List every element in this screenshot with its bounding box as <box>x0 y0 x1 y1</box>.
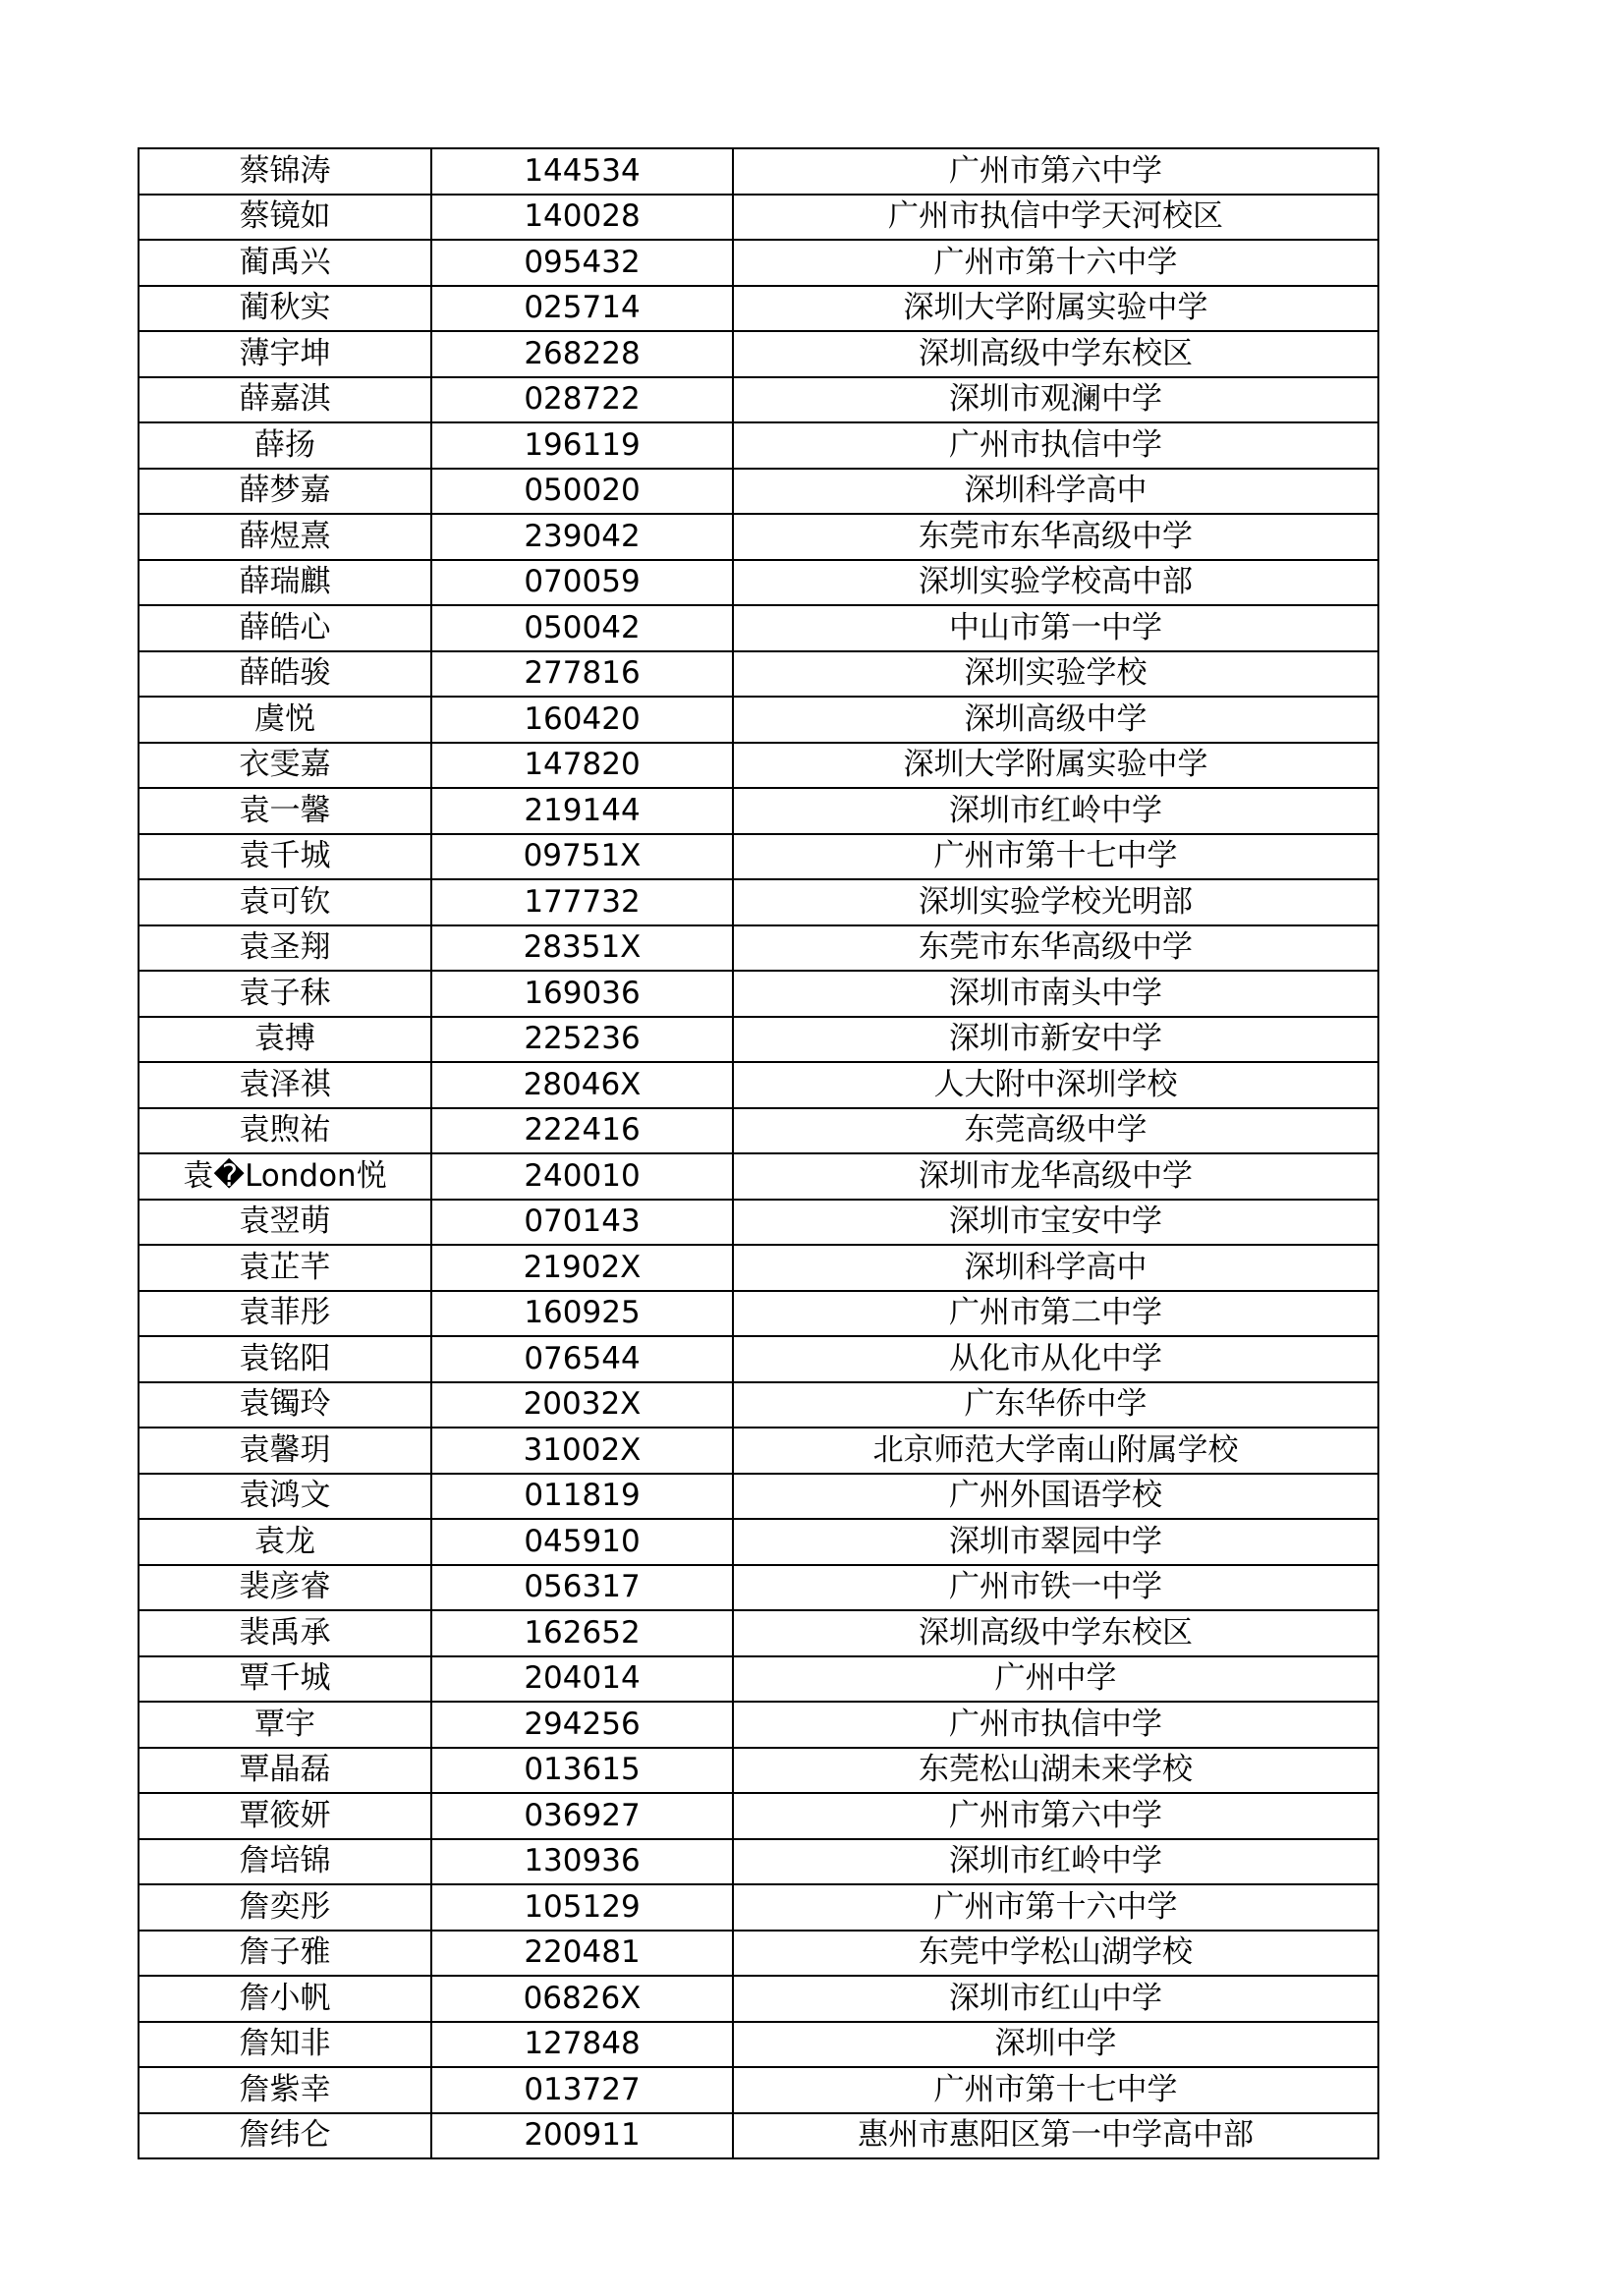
school-name-cell: 广州市第十七中学 <box>733 834 1378 880</box>
student-id-cell: 21902X <box>431 1245 733 1291</box>
student-name-cell: 薛瑞麒 <box>139 560 431 606</box>
student-name-cell: 袁子秣 <box>139 971 431 1017</box>
student-id-cell: 013727 <box>431 2067 733 2113</box>
table-row <box>139 834 1378 880</box>
student-id-cell: 222416 <box>431 1108 733 1154</box>
table-row <box>139 240 1378 286</box>
school-name-cell: 惠州市惠阳区第一中学高中部 <box>733 2113 1378 2159</box>
student-id-cell: 28046X <box>431 1062 733 1108</box>
school-name-cell: 广州市第十六中学 <box>733 1884 1378 1931</box>
student-name-cell: 袁可钦 <box>139 879 431 925</box>
table-row <box>139 1200 1378 1246</box>
student-id-cell: 169036 <box>431 971 733 1017</box>
student-id-cell: 225236 <box>431 1017 733 1063</box>
student-name-cell: 袁芷芊 <box>139 1245 431 1291</box>
school-name-cell: 深圳市红岭中学 <box>733 1839 1378 1885</box>
student-id-cell: 219144 <box>431 788 733 834</box>
school-name-cell: 深圳高级中学东校区 <box>733 1610 1378 1656</box>
student-id-cell: 127848 <box>431 2022 733 2068</box>
school-name-cell: 广州市第二中学 <box>733 1291 1378 1337</box>
table-row <box>139 195 1378 241</box>
table-row <box>139 514 1378 560</box>
student-name-cell: 薛扬 <box>139 422 431 469</box>
table-row <box>139 1474 1378 1520</box>
school-name-cell: 深圳实验学校光明部 <box>733 879 1378 925</box>
student-name-cell: 覃宇 <box>139 1702 431 1748</box>
student-id-cell: 144534 <box>431 148 733 195</box>
roster-table <box>138 147 1379 2159</box>
student-id-cell: 28351X <box>431 925 733 972</box>
school-name-cell: 深圳高级中学 <box>733 697 1378 743</box>
student-id-cell: 140028 <box>431 195 733 241</box>
school-name-cell: 深圳高级中学东校区 <box>733 331 1378 377</box>
student-name-cell: 覃晶磊 <box>139 1748 431 1794</box>
student-id-cell: 09751X <box>431 834 733 880</box>
table-row <box>139 1291 1378 1337</box>
student-id-cell: 20032X <box>431 1382 733 1428</box>
student-name-cell: 詹紫幸 <box>139 2067 431 2113</box>
school-name-cell: 东莞市东华高级中学 <box>733 514 1378 560</box>
student-name-cell: 覃筱妍 <box>139 1793 431 1839</box>
student-id-cell: 196119 <box>431 422 733 469</box>
school-name-cell: 深圳大学附属实验中学 <box>733 286 1378 332</box>
school-name-cell: 深圳市南头中学 <box>733 971 1378 1017</box>
table-row <box>139 1839 1378 1885</box>
student-id-cell: 011819 <box>431 1474 733 1520</box>
student-id-cell: 162652 <box>431 1610 733 1656</box>
student-id-cell: 045910 <box>431 1519 733 1565</box>
table-row <box>139 1153 1378 1200</box>
school-name-cell: 广州市第十六中学 <box>733 240 1378 286</box>
student-id-cell: 268228 <box>431 331 733 377</box>
roster-body <box>139 148 1378 2158</box>
student-id-cell: 050042 <box>431 605 733 651</box>
school-name-cell: 广州市执信中学 <box>733 422 1378 469</box>
table-row <box>139 1976 1378 2022</box>
table-row <box>139 697 1378 743</box>
school-name-cell: 广州市执信中学天河校区 <box>733 195 1378 241</box>
table-row <box>139 743 1378 789</box>
student-name-cell: 薛皓骏 <box>139 651 431 698</box>
school-name-cell: 从化市从化中学 <box>733 1336 1378 1382</box>
table-row <box>139 925 1378 972</box>
student-name-cell: 袁鸿文 <box>139 1474 431 1520</box>
table-row <box>139 469 1378 515</box>
student-name-cell: 袁龙 <box>139 1519 431 1565</box>
table-row <box>139 560 1378 606</box>
table-row <box>139 2022 1378 2068</box>
school-name-cell: 广州市执信中学 <box>733 1702 1378 1748</box>
school-name-cell: 深圳市红岭中学 <box>733 788 1378 834</box>
student-name-cell: 詹子雅 <box>139 1931 431 1977</box>
table-row <box>139 651 1378 698</box>
table-row <box>139 1062 1378 1108</box>
school-name-cell: 深圳实验学校 <box>733 651 1378 698</box>
student-name-cell: 衣雯嘉 <box>139 743 431 789</box>
student-id-cell: 095432 <box>431 240 733 286</box>
table-row <box>139 1336 1378 1382</box>
school-name-cell: 东莞市东华高级中学 <box>733 925 1378 972</box>
student-id-cell: 160420 <box>431 697 733 743</box>
student-name-cell: 詹知非 <box>139 2022 431 2068</box>
student-name-cell: 薛煜熹 <box>139 514 431 560</box>
school-name-cell: 中山市第一中学 <box>733 605 1378 651</box>
table-row <box>139 1428 1378 1474</box>
school-name-cell: 深圳市宝安中学 <box>733 1200 1378 1246</box>
student-id-cell: 013615 <box>431 1748 733 1794</box>
student-id-cell: 160925 <box>431 1291 733 1337</box>
student-id-cell: 240010 <box>431 1153 733 1200</box>
student-name-cell: 詹奕彤 <box>139 1884 431 1931</box>
student-name-cell: 詹纬仑 <box>139 2113 431 2159</box>
school-name-cell: 深圳中学 <box>733 2022 1378 2068</box>
student-id-cell: 147820 <box>431 743 733 789</box>
student-name-cell: 蔺秋实 <box>139 286 431 332</box>
table-row <box>139 377 1378 423</box>
student-name-cell: 蔺禹兴 <box>139 240 431 286</box>
school-name-cell: 东莞松山湖未来学校 <box>733 1748 1378 1794</box>
student-name-cell: 袁泽祺 <box>139 1062 431 1108</box>
student-id-cell: 294256 <box>431 1702 733 1748</box>
student-id-cell: 200911 <box>431 2113 733 2159</box>
table-row <box>139 1931 1378 1977</box>
school-name-cell: 广州外国语学校 <box>733 1474 1378 1520</box>
student-name-cell: 袁千城 <box>139 834 431 880</box>
student-name-cell: 袁铭阳 <box>139 1336 431 1382</box>
student-name-cell: 薛皓心 <box>139 605 431 651</box>
school-name-cell: 深圳市观澜中学 <box>733 377 1378 423</box>
school-name-cell: 深圳市龙华高级中学 <box>733 1153 1378 1200</box>
student-id-cell: 06826X <box>431 1976 733 2022</box>
school-name-cell: 人大附中深圳学校 <box>733 1062 1378 1108</box>
school-name-cell: 深圳市翠园中学 <box>733 1519 1378 1565</box>
student-id-cell: 036927 <box>431 1793 733 1839</box>
student-id-cell: 105129 <box>431 1884 733 1931</box>
table-row <box>139 1656 1378 1703</box>
school-name-cell: 广州市第十七中学 <box>733 2067 1378 2113</box>
student-name-cell: 覃千城 <box>139 1656 431 1703</box>
school-name-cell: 深圳实验学校高中部 <box>733 560 1378 606</box>
table-row <box>139 331 1378 377</box>
student-id-cell: 076544 <box>431 1336 733 1382</box>
student-name-cell: 蔡锦涛 <box>139 148 431 195</box>
student-name-cell: 袁一馨 <box>139 788 431 834</box>
student-id-cell: 050020 <box>431 469 733 515</box>
student-id-cell: 277816 <box>431 651 733 698</box>
student-id-cell: 239042 <box>431 514 733 560</box>
student-name-cell: 薄宇坤 <box>139 331 431 377</box>
student-id-cell: 130936 <box>431 1839 733 1885</box>
student-id-cell: 025714 <box>431 286 733 332</box>
school-name-cell: 深圳市新安中学 <box>733 1017 1378 1063</box>
table-row <box>139 422 1378 469</box>
school-name-cell: 深圳市红山中学 <box>733 1976 1378 2022</box>
student-name-cell: 裴禹承 <box>139 1610 431 1656</box>
school-name-cell: 深圳大学附属实验中学 <box>733 743 1378 789</box>
table-row <box>139 1017 1378 1063</box>
table-row <box>139 1519 1378 1565</box>
table-row <box>139 1793 1378 1839</box>
table-row <box>139 788 1378 834</box>
student-id-cell: 220481 <box>431 1931 733 1977</box>
student-id-cell: 070143 <box>431 1200 733 1246</box>
table-row <box>139 148 1378 195</box>
table-row <box>139 1884 1378 1931</box>
school-name-cell: 广州市第六中学 <box>733 148 1378 195</box>
school-name-cell: 广东华侨中学 <box>733 1382 1378 1428</box>
school-name-cell: 广州市铁一中学 <box>733 1565 1378 1611</box>
student-name-cell: 袁菲彤 <box>139 1291 431 1337</box>
table-row <box>139 1108 1378 1154</box>
school-name-cell: 深圳科学高中 <box>733 469 1378 515</box>
student-name-cell: 袁煦祐 <box>139 1108 431 1154</box>
student-name-cell: 袁�London悦 <box>139 1153 431 1200</box>
student-name-cell: 詹培锦 <box>139 1839 431 1885</box>
student-id-cell: 204014 <box>431 1656 733 1703</box>
student-id-cell: 31002X <box>431 1428 733 1474</box>
table-row <box>139 2067 1378 2113</box>
school-name-cell: 广州市第六中学 <box>733 1793 1378 1839</box>
table-row <box>139 1610 1378 1656</box>
student-name-cell: 袁馨玥 <box>139 1428 431 1474</box>
student-name-cell: 蔡镜如 <box>139 195 431 241</box>
student-name-cell: 虞悦 <box>139 697 431 743</box>
table-row <box>139 1382 1378 1428</box>
student-name-cell: 袁圣翔 <box>139 925 431 972</box>
student-id-cell: 070059 <box>431 560 733 606</box>
student-name-cell: 薛梦嘉 <box>139 469 431 515</box>
school-name-cell: 东莞高级中学 <box>733 1108 1378 1154</box>
table-row <box>139 286 1378 332</box>
table-row <box>139 1565 1378 1611</box>
student-name-cell: 薛嘉淇 <box>139 377 431 423</box>
student-name-cell: 裴彦睿 <box>139 1565 431 1611</box>
student-id-cell: 177732 <box>431 879 733 925</box>
table-row <box>139 879 1378 925</box>
student-name-cell: 詹小帆 <box>139 1976 431 2022</box>
school-name-cell: 深圳科学高中 <box>733 1245 1378 1291</box>
table-row <box>139 605 1378 651</box>
student-name-cell: 袁翌萌 <box>139 1200 431 1246</box>
student-id-cell: 056317 <box>431 1565 733 1611</box>
school-name-cell: 广州中学 <box>733 1656 1378 1703</box>
table-row <box>139 2113 1378 2159</box>
student-name-cell: 袁搏 <box>139 1017 431 1063</box>
student-name-cell: 袁镯玲 <box>139 1382 431 1428</box>
school-name-cell: 东莞中学松山湖学校 <box>733 1931 1378 1977</box>
table-row <box>139 1245 1378 1291</box>
school-name-cell: 北京师范大学南山附属学校 <box>733 1428 1378 1474</box>
student-id-cell: 028722 <box>431 377 733 423</box>
table-row <box>139 971 1378 1017</box>
table-row <box>139 1702 1378 1748</box>
table-row <box>139 1748 1378 1794</box>
